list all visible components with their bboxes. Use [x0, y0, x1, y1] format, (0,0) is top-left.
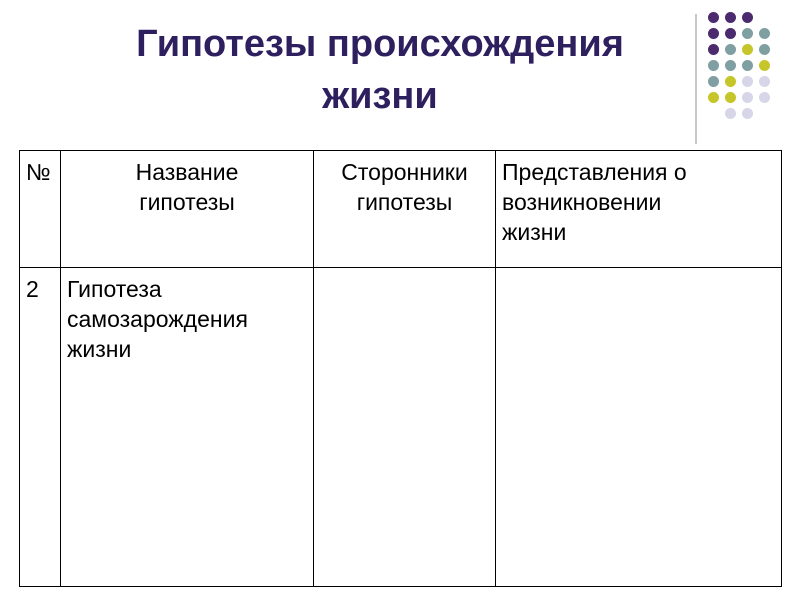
- header-supporters: Сторонники гипотезы: [314, 151, 496, 268]
- table-row: [20, 268, 782, 587]
- decorative-dot: [708, 92, 719, 103]
- table-header-row: [20, 151, 782, 268]
- decorative-dot: [742, 28, 753, 39]
- decorative-dot: [742, 60, 753, 71]
- decorative-dot: [708, 12, 719, 23]
- hypotheses-table: [19, 150, 782, 587]
- row-supporters-cell: [314, 268, 496, 587]
- decorative-dot: [759, 76, 770, 87]
- slide-title-line-1: Гипотезы происхождения: [136, 23, 624, 65]
- decorative-dot: [708, 28, 719, 39]
- decorative-dot: [708, 44, 719, 55]
- decorative-dot: [742, 12, 753, 23]
- decorative-dot: [759, 92, 770, 103]
- decorative-dot: [759, 28, 770, 39]
- decorative-dot: [742, 92, 753, 103]
- decorative-dot: [742, 44, 753, 55]
- slide-title-line-2: жизни: [322, 75, 438, 117]
- decorative-dot: [708, 60, 719, 71]
- row-hypothesis-name-cell: Гипотеза самозарождения жизни: [61, 268, 314, 587]
- header-hypothesis-name: Название гипотезы: [61, 151, 314, 268]
- header-ideas: Представления о возникновении жизни: [496, 151, 782, 268]
- decorative-dot: [742, 76, 753, 87]
- decorative-dot: [759, 60, 770, 71]
- decorative-dot: [759, 44, 770, 55]
- decorative-dot: [742, 108, 753, 119]
- decorative-dot: [725, 44, 736, 55]
- decorative-dot: [725, 92, 736, 103]
- decorative-dot: [725, 76, 736, 87]
- decorative-dot: [708, 76, 719, 87]
- decorative-dot: [725, 60, 736, 71]
- decorative-dot: [725, 12, 736, 23]
- decorative-divider: [695, 14, 697, 144]
- decorative-dot: [725, 28, 736, 39]
- decorative-dot: [725, 108, 736, 119]
- header-number: №: [20, 151, 61, 268]
- decorative-dot-grid: [708, 12, 788, 132]
- slide-title: [60, 18, 700, 122]
- row-ideas-cell: [496, 268, 782, 587]
- row-number-cell: 2: [20, 268, 61, 587]
